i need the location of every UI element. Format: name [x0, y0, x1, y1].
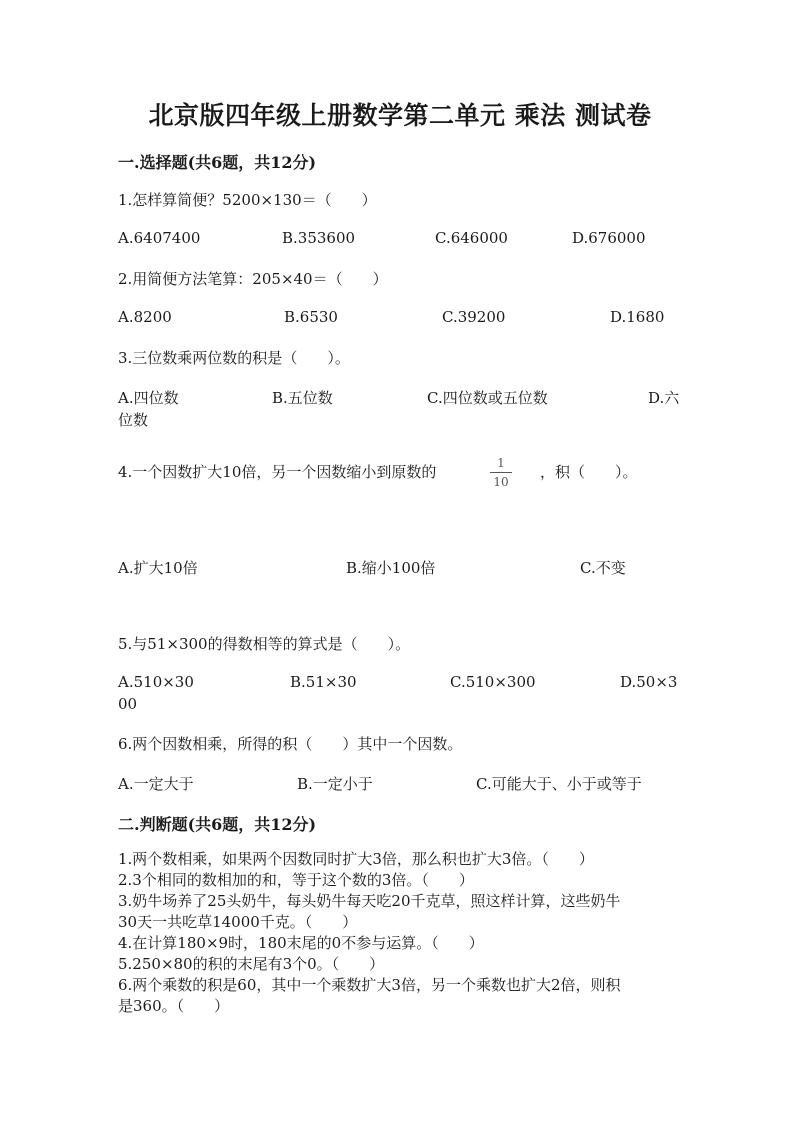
- judge-line-3-wrap: 30天一共吃草14000千克。（ ）: [118, 913, 358, 931]
- judge-line-3: 3.奶牛场养了25头奶牛，每头奶牛每天吃20千克草，照这样计算，这些奶牛: [118, 892, 621, 910]
- judge-line-4: 4.在计算180×9时，180末尾的0不参与运算。（ ）: [118, 934, 484, 952]
- fraction-denominator: 10: [493, 475, 509, 489]
- fraction-numerator: 1: [497, 456, 505, 470]
- question-5-option-d[interactable]: D.50×3: [620, 673, 678, 691]
- question-2-option-a[interactable]: A.8200: [118, 308, 172, 326]
- question-4-option-b[interactable]: B.缩小100倍: [346, 559, 436, 577]
- question-4-option-a[interactable]: A.扩大10倍: [118, 559, 198, 577]
- question-3-option-a[interactable]: A.四位数: [118, 389, 179, 407]
- question-1-option-b[interactable]: B.353600: [282, 229, 356, 247]
- judge-line-5: 5.250×80的积的末尾有3个0。（ ）: [118, 955, 385, 973]
- question-3-option-b[interactable]: B.五位数: [272, 389, 333, 407]
- question-2-option-c[interactable]: C.39200: [442, 308, 506, 326]
- question-3-stem: 3.三位数乘两位数的积是（ ）。: [118, 349, 350, 367]
- page-title: 北京版四年级上册数学第二单元 乘法 测试卷: [148, 101, 652, 130]
- question-5-option-d-wrap: 00: [118, 695, 138, 713]
- question-4-option-c[interactable]: C.不变: [580, 559, 626, 577]
- fraction-one-tenth: [490, 456, 512, 489]
- question-2-option-d[interactable]: D.1680: [610, 308, 665, 326]
- fraction-bar: [490, 472, 512, 473]
- question-5-option-c[interactable]: C.510×300: [450, 673, 536, 691]
- question-1-stem: 1.怎样算简便？5200×130＝（ ）: [118, 191, 377, 209]
- judge-line-2: 2.3个相同的数相加的和，等于这个数的3倍。（ ）: [118, 871, 474, 889]
- question-1-option-d[interactable]: D.676000: [572, 229, 646, 247]
- question-5-option-b[interactable]: B.51×30: [290, 673, 357, 691]
- question-6-option-c[interactable]: C.可能大于、小于或等于: [476, 775, 642, 793]
- judge-line-6-wrap: 是360。（ ）: [118, 997, 230, 1015]
- section-heading-true-false: 二.判断题(共6题，共12分): [118, 815, 317, 834]
- question-5-option-a[interactable]: A.510×30: [118, 673, 194, 691]
- question-6-option-a[interactable]: A.一定大于: [118, 775, 194, 793]
- question-1-option-a[interactable]: A.6407400: [118, 229, 201, 247]
- question-6-option-b[interactable]: B.一定小于: [297, 775, 373, 793]
- section-heading-choice: 一.选择题(共6题，共12分): [118, 153, 317, 172]
- judge-line-6: 6.两个乘数的积是60，其中一个乘数扩大3倍，另一个乘数也扩大2倍，则积: [118, 976, 621, 994]
- question-4-stem-after: ，积（ ）。: [540, 463, 638, 481]
- question-3-option-c[interactable]: C.四位数或五位数: [427, 389, 548, 407]
- question-1-option-c[interactable]: C.646000: [435, 229, 508, 247]
- question-2-stem: 2.用简便方法笔算：205×40＝（ ）: [118, 270, 388, 288]
- judge-line-1: 1.两个数相乘，如果两个因数同时扩大3倍，那么积也扩大3倍。（ ）: [118, 850, 594, 868]
- question-4-stem: 4.一个因数扩大10倍，另一个因数缩小到原数的: [118, 463, 437, 481]
- question-6-stem: 6.两个因数相乘，所得的积（ ）其中一个因数。: [118, 735, 463, 753]
- question-3-option-d[interactable]: D.六: [648, 389, 680, 407]
- question-2-option-b[interactable]: B.6530: [284, 308, 338, 326]
- question-3-option-d-wrap: 位数: [118, 411, 149, 429]
- question-5-stem: 5.与51×300的得数相等的算式是（ ）。: [118, 635, 411, 653]
